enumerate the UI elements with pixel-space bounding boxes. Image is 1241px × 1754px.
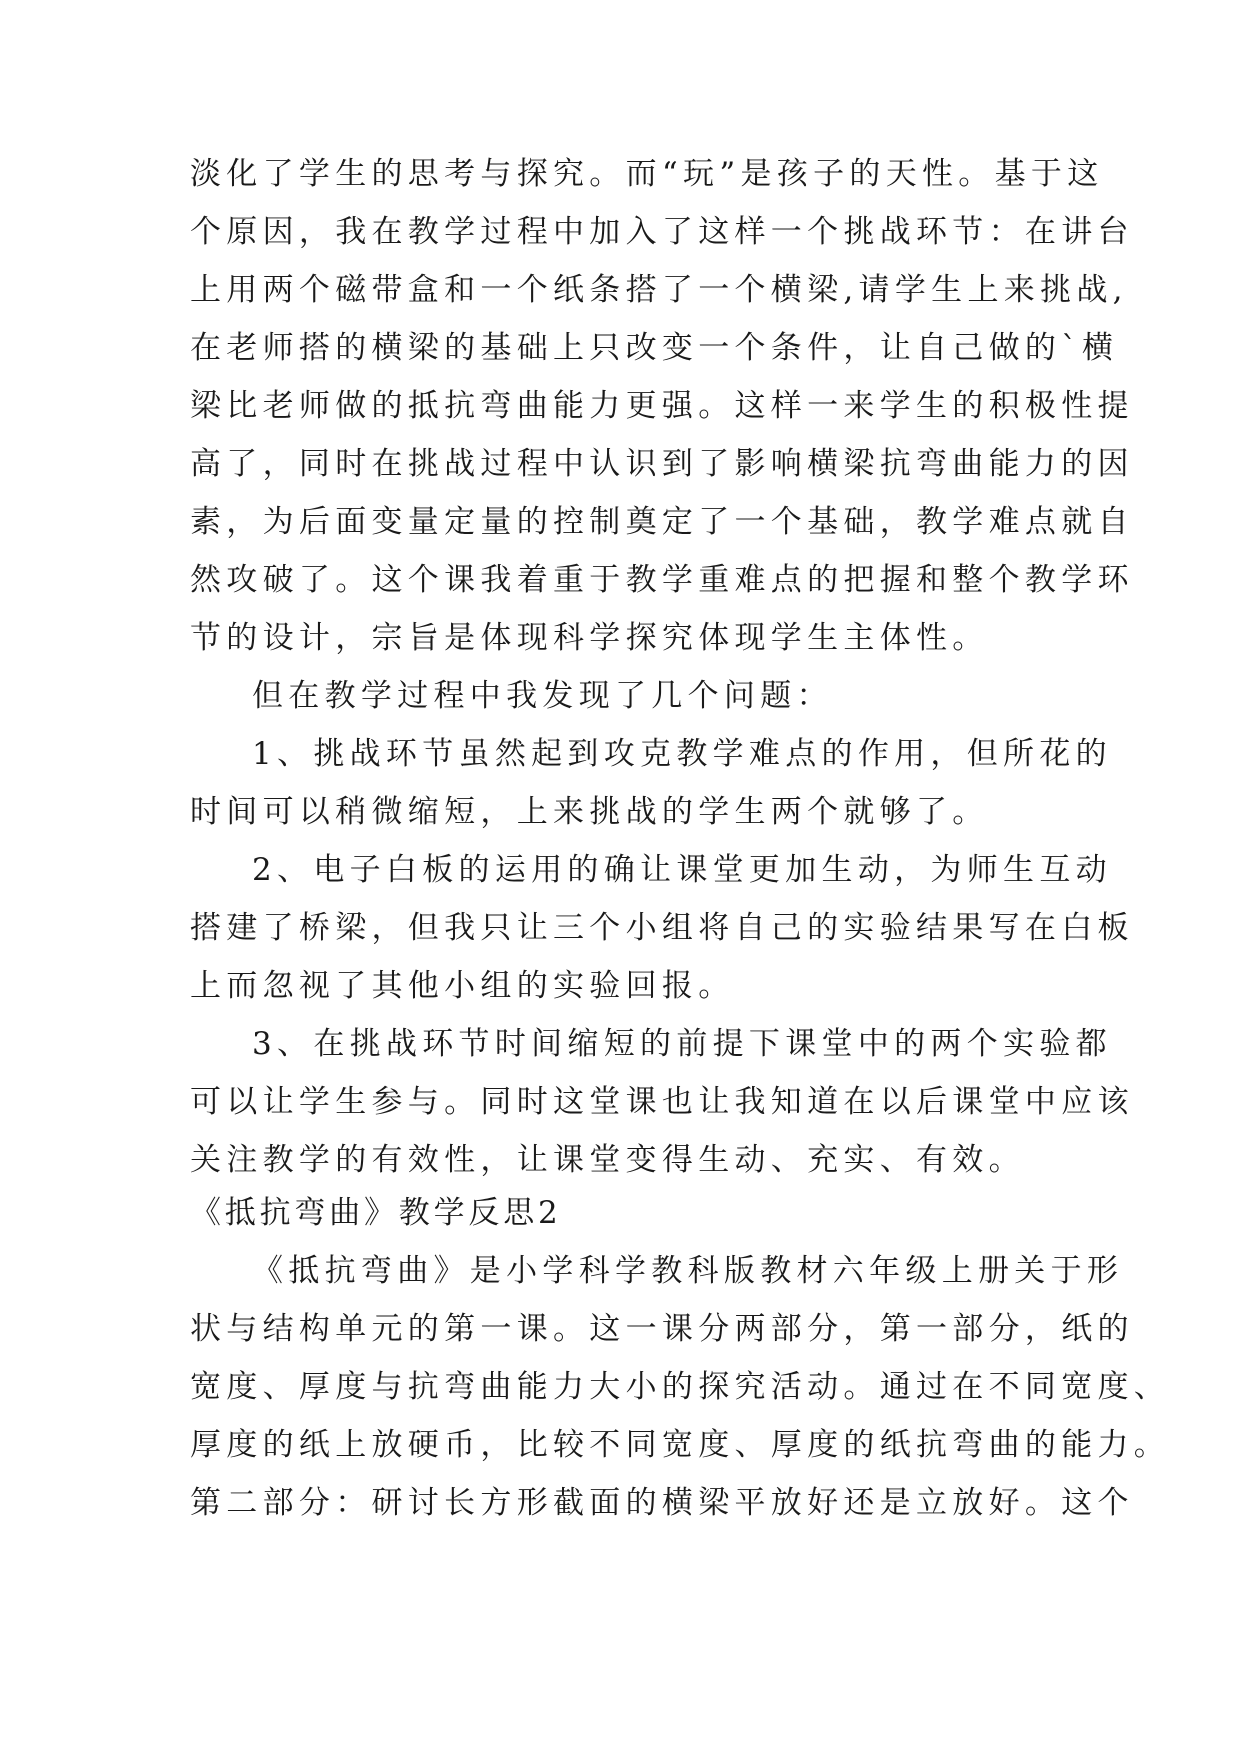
paragraph-line: 高了，同时在挑战过程中认识到了影响横梁抗弯曲能力的因 (190, 446, 1134, 482)
list-item-1: 1、挑战环节虽然起到攻克教学难点的作用，但所花的 (252, 736, 1112, 772)
paragraph-line: 可以让学生参与。同时这堂课也让我知道在以后课堂中应该 (190, 1084, 1134, 1120)
paragraph-line: 梁比老师做的抵抗弯曲能力更强。这样一来学生的积极性提 (190, 388, 1134, 424)
paragraph-line: 厚度的纸上放硬币，比较不同宽度、厚度的纸抗弯曲的能力。 (190, 1427, 1171, 1463)
paragraph-line: 然攻破了。这个课我着重于教学重难点的把握和整个教学环 (190, 562, 1134, 598)
paragraph-line: 个原因，我在教学过程中加入了这样一个挑战环节：在讲台 (190, 214, 1134, 250)
paragraph-line: 节的设计，宗旨是体现科学探究体现学生主体性。 (190, 620, 989, 656)
paragraph-line: 关注教学的有效性，让课堂变得生动、充实、有效。 (190, 1142, 1025, 1178)
paragraph-line: 《抵抗弯曲》是小学科学教科版教材六年级上册关于形 (252, 1253, 1124, 1289)
paragraph-line: 但在教学过程中我发现了几个问题： (252, 678, 833, 714)
paragraph-line: 在老师搭的横梁的基础上只改变一个条件，让自己做的`横 (190, 330, 1119, 366)
paragraph-line: 搭建了桥梁，但我只让三个小组将自己的实验结果写在白板 (190, 910, 1134, 946)
section-heading: 《抵抗弯曲》教学反思2 (190, 1195, 562, 1231)
paragraph-line: 第二部分：研讨长方形截面的横梁平放好还是立放好。这个 (190, 1485, 1134, 1521)
paragraph-line: 上而忽视了其他小组的实验回报。 (190, 968, 735, 1004)
paragraph-line: 上用两个磁带盒和一个纸条搭了一个横梁,请学生上来挑战, (190, 272, 1128, 308)
paragraph-line: 素，为后面变量定量的控制奠定了一个基础，教学难点就自 (190, 504, 1134, 540)
list-item-2: 2、电子白板的运用的确让课堂更加生动，为师生互动 (252, 852, 1112, 888)
paragraph-line: 时间可以稍微缩短，上来挑战的学生两个就够了。 (190, 794, 989, 830)
paragraph-line: 宽度、厚度与抗弯曲能力大小的探究活动。通过在不同宽度、 (190, 1369, 1171, 1405)
list-item-3: 3、在挑战环节时间缩短的前提下课堂中的两个实验都 (252, 1026, 1112, 1062)
paragraph-line: 淡化了学生的思考与探究。而“玩”是孩子的天性。基于这 (190, 156, 1104, 192)
paragraph-line: 状与结构单元的第一课。这一课分两部分，第一部分，纸的 (190, 1311, 1134, 1347)
